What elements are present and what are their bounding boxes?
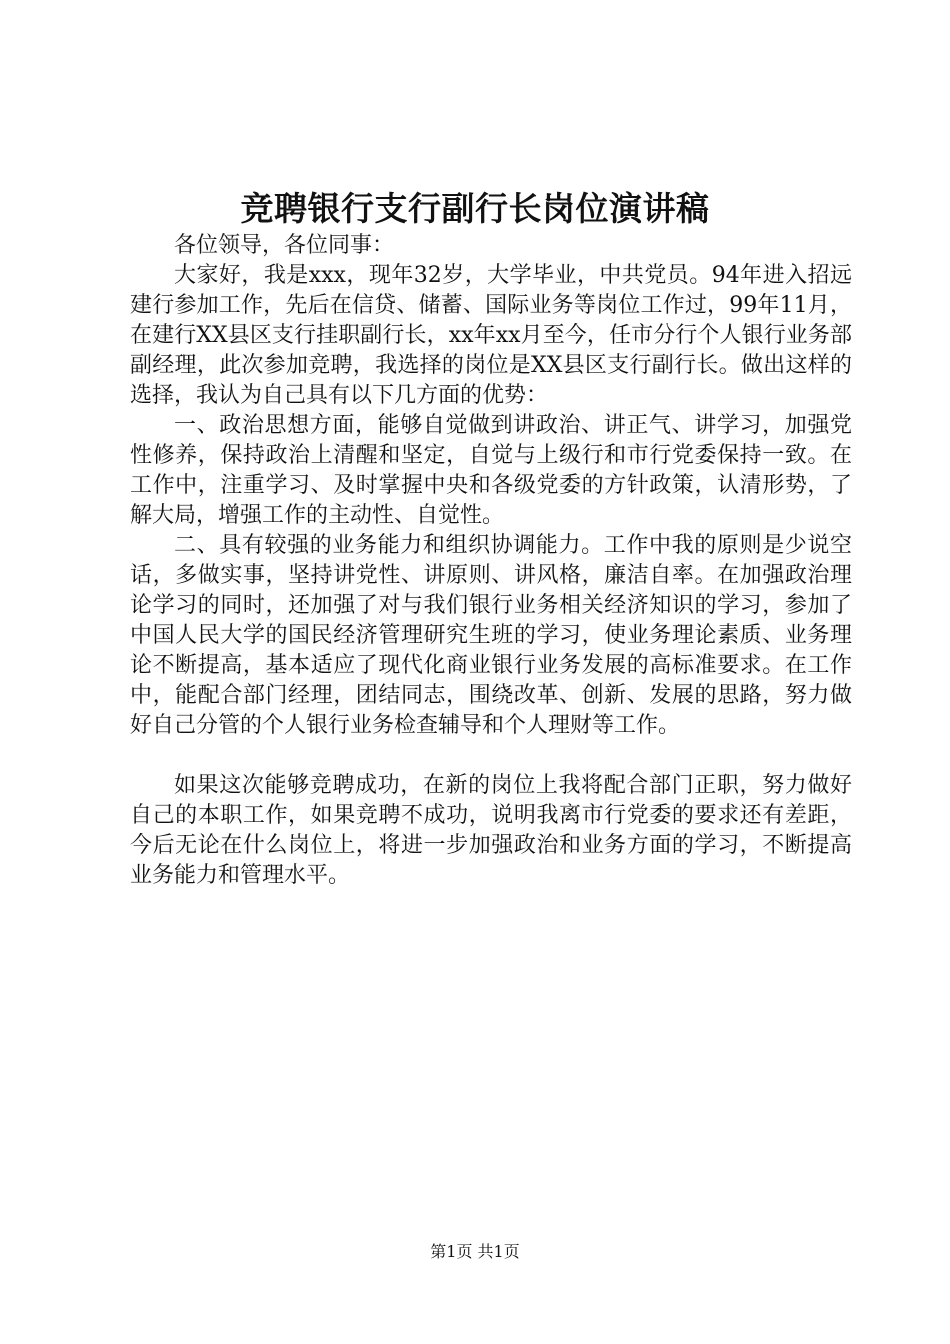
salutation-paragraph: 各位领导，各位同事： bbox=[174, 233, 395, 258]
political-strength-paragraph: 一、政治思想方面，能够自觉做到讲政治、讲正气、讲学习，加强党性修养，保持政治上清醒和坚定，自觉与上级行和市行党委保持一致。在工作中，注重学习、及时掌握中央和各级党委的方针政策，认清形势，了解大局，增强工作的主动性、自觉性。 bbox=[130, 413, 852, 528]
closing-paragraph: 如果这次能够竞聘成功，在新的岗位上我将配合部门正职，努力做好自己的本职工作，如果竞聘不成功，说明我离市行党委的要求还有差距，今后无论在什么岗位上，将进一步加强政治和业务方面的学习，不断提高业务能力和管理水平。 bbox=[130, 773, 852, 888]
document-body bbox=[130, 231, 852, 891]
page-number-footer: 第1页 共1页 bbox=[430, 1242, 520, 1261]
business-ability-paragraph: 二、具有较强的业务能力和组织协调能力。工作中我的原则是少说空话，多做实事，坚持讲党性、讲原则、讲风格，廉洁自率。在加强政治理论学习的同时，还加强了对与我们银行业务相关经济知识的学习，参加了中国人民大学的国民经济管理研究生班的学习，使业务理论素质、业务理论不断提高，基本适应了现代化商业银行业务发展的高标准要求。在工作中，能配合部门经理，团结同志，围绕改革、创新、发展的思路，努力做好自己分管的个人银行业务检查辅导和个人理财等工作。 bbox=[130, 533, 852, 738]
document-title: 竞聘银行支行副行长岗位演讲稿 bbox=[240, 189, 710, 228]
introduction-paragraph: 大家好，我是xxx，现年32岁，大学毕业，中共党员。94年进入招远建行参加工作，先后在信贷、储蓄、国际业务等岗位工作过，99年11月，在建行XX县区支行挂职副行长，xx年xx月至今，任市分行个人银行业务部副经理，此次参加竞聘，我选择的岗位是XX县区支行副行长。做出这样的选择，我认为自己具有以下几方面的优势： bbox=[130, 263, 852, 408]
